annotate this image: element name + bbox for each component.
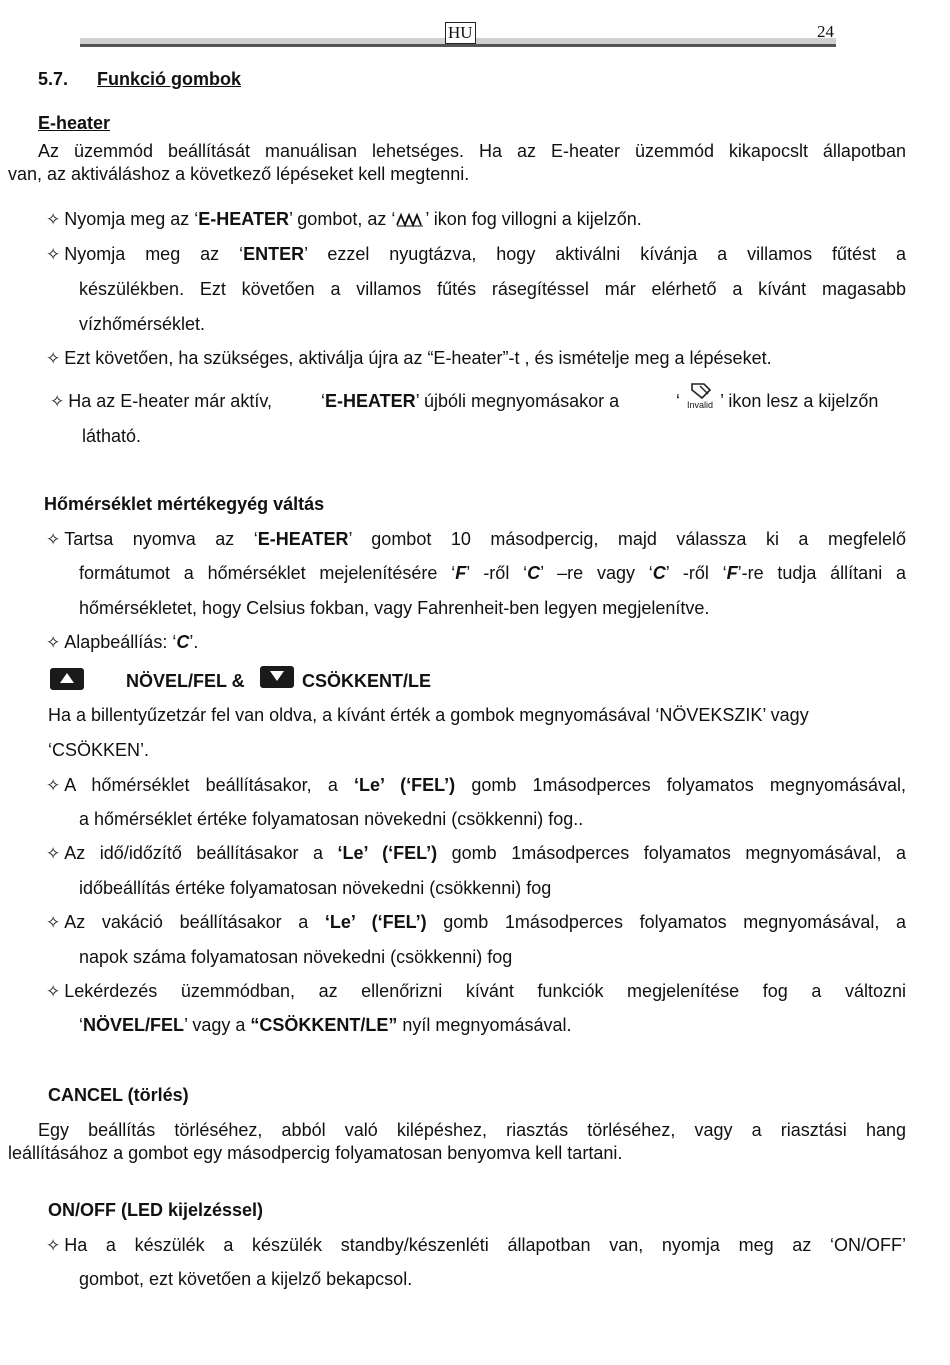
eheater-bullet-1: ✧ Nyomja meg az ‘E-HEATER’ gombot, az ‘ ’ ikon fog villogni a kijelzőn. xyxy=(46,209,642,229)
bullet-icon: ✧ xyxy=(46,913,61,932)
updown-bullet-4-line2: ‘NÖVEL/FEL’ vagy a “CSÖKKENT/LE” nyíl megnyomásával. xyxy=(79,1015,572,1035)
bullet-icon: ✧ xyxy=(46,210,61,229)
section-number: 5.7. xyxy=(38,69,69,89)
invalid-icon xyxy=(680,380,720,410)
updown-heading-part2: CSÖKKENT/LE xyxy=(302,671,432,691)
updown-bullet-1-line2: a hőmérséklet értéke folyamatosan növekedni (csökkenni) fog.. xyxy=(79,809,584,829)
temp-unit-bullet-1-line3: hőmérsékletet, hogy Celsius fokban, vagy Fahrenheit-ben legyen megjelenítve. xyxy=(79,598,710,618)
eheater-intro-line1: Az üzemmód beállítását manuálisan lehetséges. Ha az E-heater üzemmód kikapocslt állapotban xyxy=(38,141,906,161)
eheater-bullet-3: ✧ Ezt követően, ha szükséges, aktiválja újra az “E-heater”-t , és ismételje meg a lépéseket. xyxy=(46,348,772,368)
bullet-icon: ✧ xyxy=(50,392,65,411)
page-header xyxy=(80,20,836,47)
eheater-bullet-4-part3: ’ ikon lesz a kijelzőn xyxy=(720,391,879,411)
bullet-icon: ✧ xyxy=(46,776,61,795)
updown-bullet-4-line1: ✧ Lekérdezés üzemmódban, az ellenőrizni kívánt funkciók megjelenítése fog a változni xyxy=(46,981,906,1001)
cancel-text-line1: Egy beállítás törléséhez, abból való kilépéshez, riasztás törléséhez, vagy a riasztási hang xyxy=(38,1120,906,1140)
updown-bullet-3-line1: ✧ Az vakáció beállításakor a ‘Le’ (‘FEL’) gomb 1másodperces folyamatos megnyomásával, a xyxy=(46,912,906,932)
updown-bullet-1-line1: ✧ A hőmérséklet beállításakor, a ‘Le’ (‘FEL’) gomb 1másodperces folyamatos megnyomásával, xyxy=(46,775,907,795)
cancel-heading: CANCEL (törlés) xyxy=(48,1085,189,1105)
updown-intro-line1: Ha a billentyűzetzár fel van oldva, a kívánt érték a gombok megnyomásával ‘NÖVEKSZIK’ vagy xyxy=(48,705,809,725)
page-number: 24 xyxy=(817,22,834,41)
svg-text:Invalid: Invalid xyxy=(686,400,714,410)
up-arrow-icon xyxy=(50,668,84,690)
cancel-text-line2: leállításához a gombot egy másodpercig folyamatosan benyomva kell tartani. xyxy=(8,1143,623,1163)
eheater-bullet-4-part2: ‘E-HEATER’ újbóli megnyomásakor a xyxy=(321,391,620,411)
updown-bullet-2-line2: időbeállítás értéke folyamatosan növekedni (csökkenni) fog xyxy=(79,878,552,898)
temp-unit-bullet-1-line2: formátumot a hőmérséklet mejelenítésére ‘F’ -ről ‘C’ –re vagy ‘C’ -ről ‘F’-re tudja állítani a xyxy=(79,563,906,583)
updown-heading-part1: NÖVEL/FEL & xyxy=(126,671,245,691)
eheater-bullet-2-line3: vízhőmérséklet. xyxy=(79,314,206,334)
heater-wave-icon xyxy=(395,212,425,228)
updown-bullet-2-line1: ✧ Az idő/időzítő beállításakor a ‘Le’ (‘FEL’) gomb 1másodperces folyamatos megnyomásával, a xyxy=(46,843,906,863)
temp-unit-bullet-2: ✧ Alapbeállíás: ‘C’. xyxy=(46,632,199,652)
section-title: Funkció gombok xyxy=(97,69,241,89)
temp-unit-heading: Hőmérséklet mértékegyég váltás xyxy=(44,494,325,514)
bullet-icon: ✧ xyxy=(46,982,61,1001)
onoff-bullet-1-line1: ✧ Ha a készülék a készülék standby/készenléti állapotban van, nyomja meg az ‘ON/OFF’ xyxy=(46,1235,906,1255)
eheater-bullet-4-line2: látható. xyxy=(82,426,142,446)
eheater-intro-line2: van, az aktiváláshoz a következő lépéseket kell megtenni. xyxy=(8,164,470,184)
eheater-bullet-2-line2: készülékben. Ezt követően a villamos fűtés rásegítéssel már elérhető a kívánt magasabb xyxy=(79,279,906,299)
eheater-bullet-4-part1: ✧ Ha az E-heater már aktív, xyxy=(50,391,272,411)
eheater-bullet-2-line1: ✧ Nyomja meg az ‘ENTER’ ezzel nyugtázva, hogy aktiválni kívánja a villamos fűtést a xyxy=(46,244,906,264)
language-label: HU xyxy=(445,22,476,44)
eheater-heading: E-heater xyxy=(38,113,111,133)
onoff-heading: ON/OFF (LED kijelzéssel) xyxy=(48,1200,264,1220)
updown-bullet-3-line2: napok száma folyamatosan növekedni (csökkenni) fog xyxy=(79,947,513,967)
bullet-icon: ✧ xyxy=(46,633,61,652)
bullet-icon: ✧ xyxy=(46,349,61,368)
bullet-icon: ✧ xyxy=(46,530,61,549)
bullet-icon: ✧ xyxy=(46,245,61,264)
updown-intro-line2: ‘CSÖKKEN’. xyxy=(48,740,150,760)
temp-unit-bullet-1-line1: ✧ Tartsa nyomva az ‘E-HEATER’ gombot 10 másodpercig, majd válassza ki a megfelelő xyxy=(46,529,906,549)
eheater-bullet-4-quote: ‘ xyxy=(676,391,680,411)
down-arrow-icon xyxy=(260,666,294,688)
onoff-bullet-1-line2: gombot, ezt követően a kijelző bekapcsol. xyxy=(79,1269,413,1289)
bullet-icon: ✧ xyxy=(46,844,61,863)
bullet-icon: ✧ xyxy=(46,1236,61,1255)
